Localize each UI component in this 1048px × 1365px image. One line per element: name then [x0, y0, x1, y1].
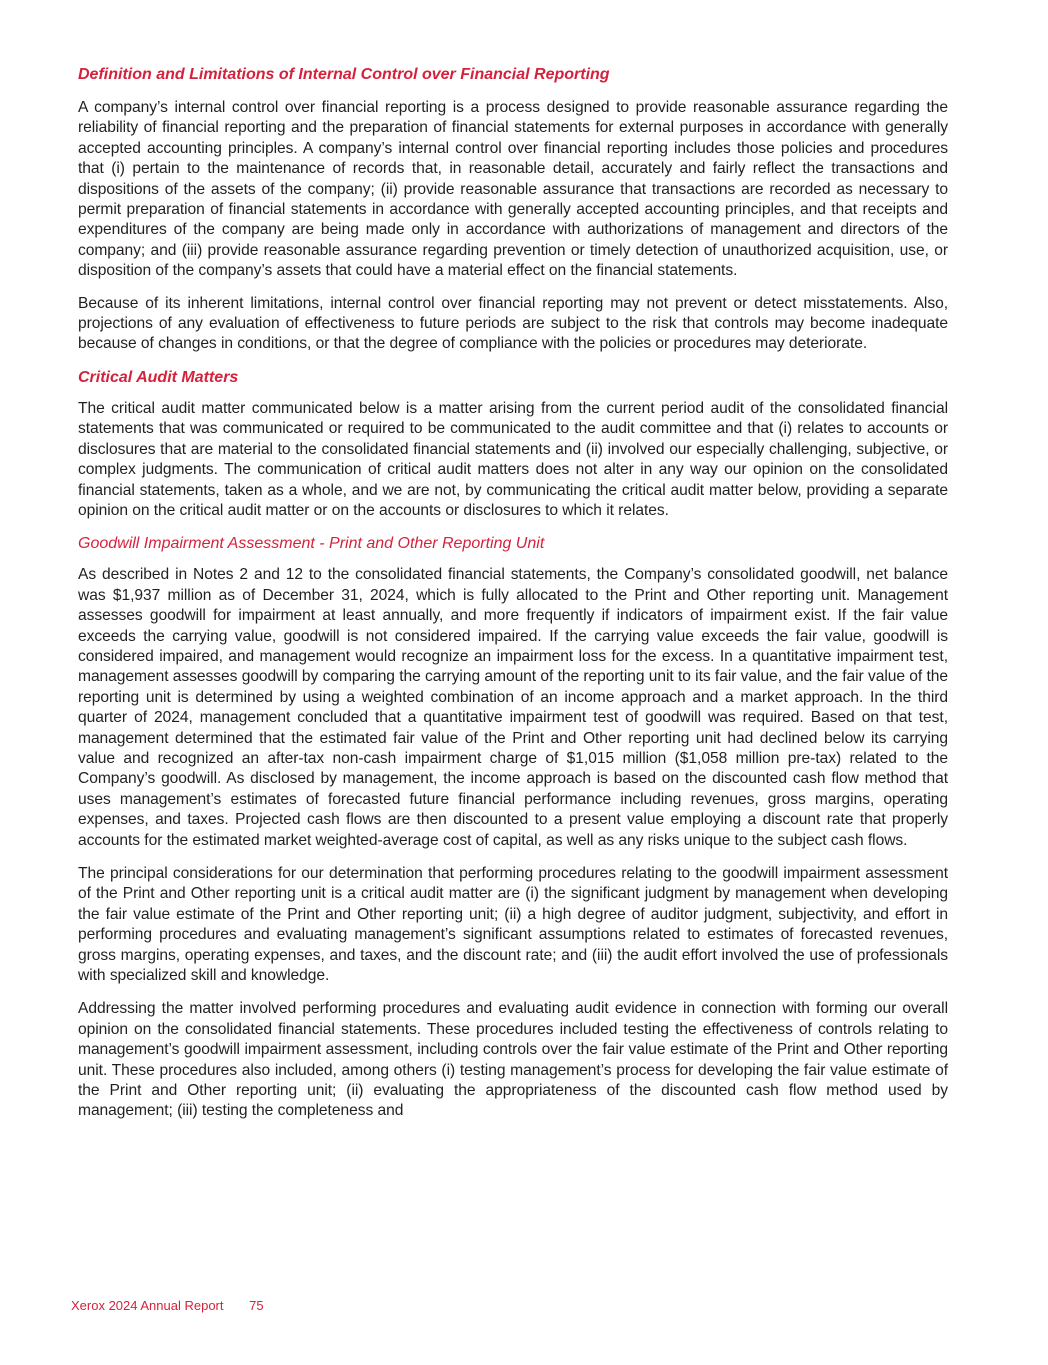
- subsection-heading-goodwill-impairment: Goodwill Impairment Assessment - Print and Other Reporting Unit: [78, 535, 545, 553]
- paragraph-icfr-definition: A company’s internal control over financial reporting is a process designed to provide reasonable assurance regarding the reliability of financial reporting and the preparation of financial statements for external purposes in accordance with generally accepted accounting principles. A company’s internal control over financial reporting includes those policies and procedures that (i) pertain to the maintenance of records that, in reasonable detail, accurately and fairly reflect the transactions and dispositions of the assets of the company; (ii) provide reasonable assurance that transactions are recorded as necessary to permit preparation of financial statements in accordance with generally accepted accounting principles, and that receipts and expenditures of the company are being made only in accordance with authorizations of management and directors of the company; and (iii) provide reasonable assurance regarding prevention or timely detection of unauthorized acquisition, use, or disposition of the company’s assets that could have a material effect on the financial statements.: [78, 99, 948, 280]
- paragraph-principal-considerations: The principal considerations for our determination that performing procedures relating to the goodwill impairment assessment of the Print and Other reporting unit is a critical audit matter are (i) the significant judgment by management when developing the fair value estimate of the Print and Other reporting unit; (ii) a high degree of auditor judgment, subjectivity, and effort in performing procedures and evaluating management’s significant assumptions related to estimates of forecasted revenues, gross margins, operating expenses, and taxes, and the discount rate; and (iii) the audit effort involved the use of professionals with specialized skill and knowledge.: [78, 865, 948, 985]
- paragraph-icfr-limitations: Because of its inherent limitations, internal control over financial reporting may not prevent or detect misstatements. Also, projections of any evaluation of effectiveness to future periods are subject to the risk that controls may become inadequate because of changes in conditions, or that the degree of compliance with the policies or procedures may deteriorate.: [78, 294, 948, 353]
- page-footer: [71, 1298, 264, 1313]
- footer-report-title: Xerox 2024 Annual Report: [71, 1298, 224, 1313]
- paragraph-goodwill-description: As described in Notes 2 and 12 to the consolidated financial statements, the Company’s consolidated goodwill, net balance was $1,937 million as of December 31, 2024, which is fully allocated to the Print and Other reporting unit. Management assesses goodwill for impairment at least annually, and more frequently if indicators of impairment exist. If the fair value exceeds the carrying value, goodwill is not considered impaired. If the carrying value exceeds the fair value, goodwill is considered impaired, and management would recognize an impairment loss for the excess. In a quantitative impairment test, management assesses goodwill by comparing the carrying amount of the reporting unit to its fair value, and the fair value of the reporting unit is determined by using a weighted combination of an income approach and a market approach. In the third quarter of 2024, management concluded that a quantitative impairment test of goodwill was required. Based on that test, management determined that the estimated fair value of the Print and Other reporting unit had declined below its carrying value and recognized an after-tax non-cash impairment charge of $1,015 million ($1,058 million pre-tax) related to the Company’s goodwill. As disclosed by management, the income approach is based on the discounted cash flow method that uses management’s estimates of forecasted future financial performance including revenues, gross margins, operating expenses, and taxes. Projected cash flows are then discounted to a present value employing a discount rate that properly accounts for the estimated market weighted-average cost of capital, as well as any risks unique to the subject cash flows.: [78, 566, 948, 849]
- page-number: 75: [249, 1298, 264, 1313]
- section-heading-internal-control: Definition and Limitations of Internal Control over Financial Reporting: [78, 66, 610, 83]
- paragraph-audit-procedures: Addressing the matter involved performing procedures and evaluating audit evidence in connection with forming our overall opinion on the consolidated financial statements. These procedures included testing the effectiveness of controls relating to management’s goodwill impairment assessment, including controls over the fair value estimate of the Print and Other reporting unit. These procedures also included, among others (i) testing management’s process for developing the fair value estimate of the Print and Other reporting unit; (ii) evaluating the appropriateness of the discounted cash flow method used by management; (iii) testing the completeness and: [78, 1000, 948, 1120]
- paragraph-critical-audit-matter-intro: The critical audit matter communicated below is a matter arising from the current period audit of the consolidated financial statements that was communicated or required to be communicated to the audit committee and that (i) relates to accounts or disclosures that are material to the consolidated financial statements and (ii) involved our especially challenging, subjective, or complex judgments. The communication of critical audit matters does not alter in any way our opinion on the consolidated financial statements, taken as a whole, and we are not, by communicating the critical audit matter below, providing a separate opinion on the critical audit matter or on the accounts or disclosures to which it relates.: [78, 399, 948, 519]
- document-page: [78, 64, 948, 1135]
- section-heading-critical-audit-matters: Critical Audit Matters: [78, 368, 239, 386]
